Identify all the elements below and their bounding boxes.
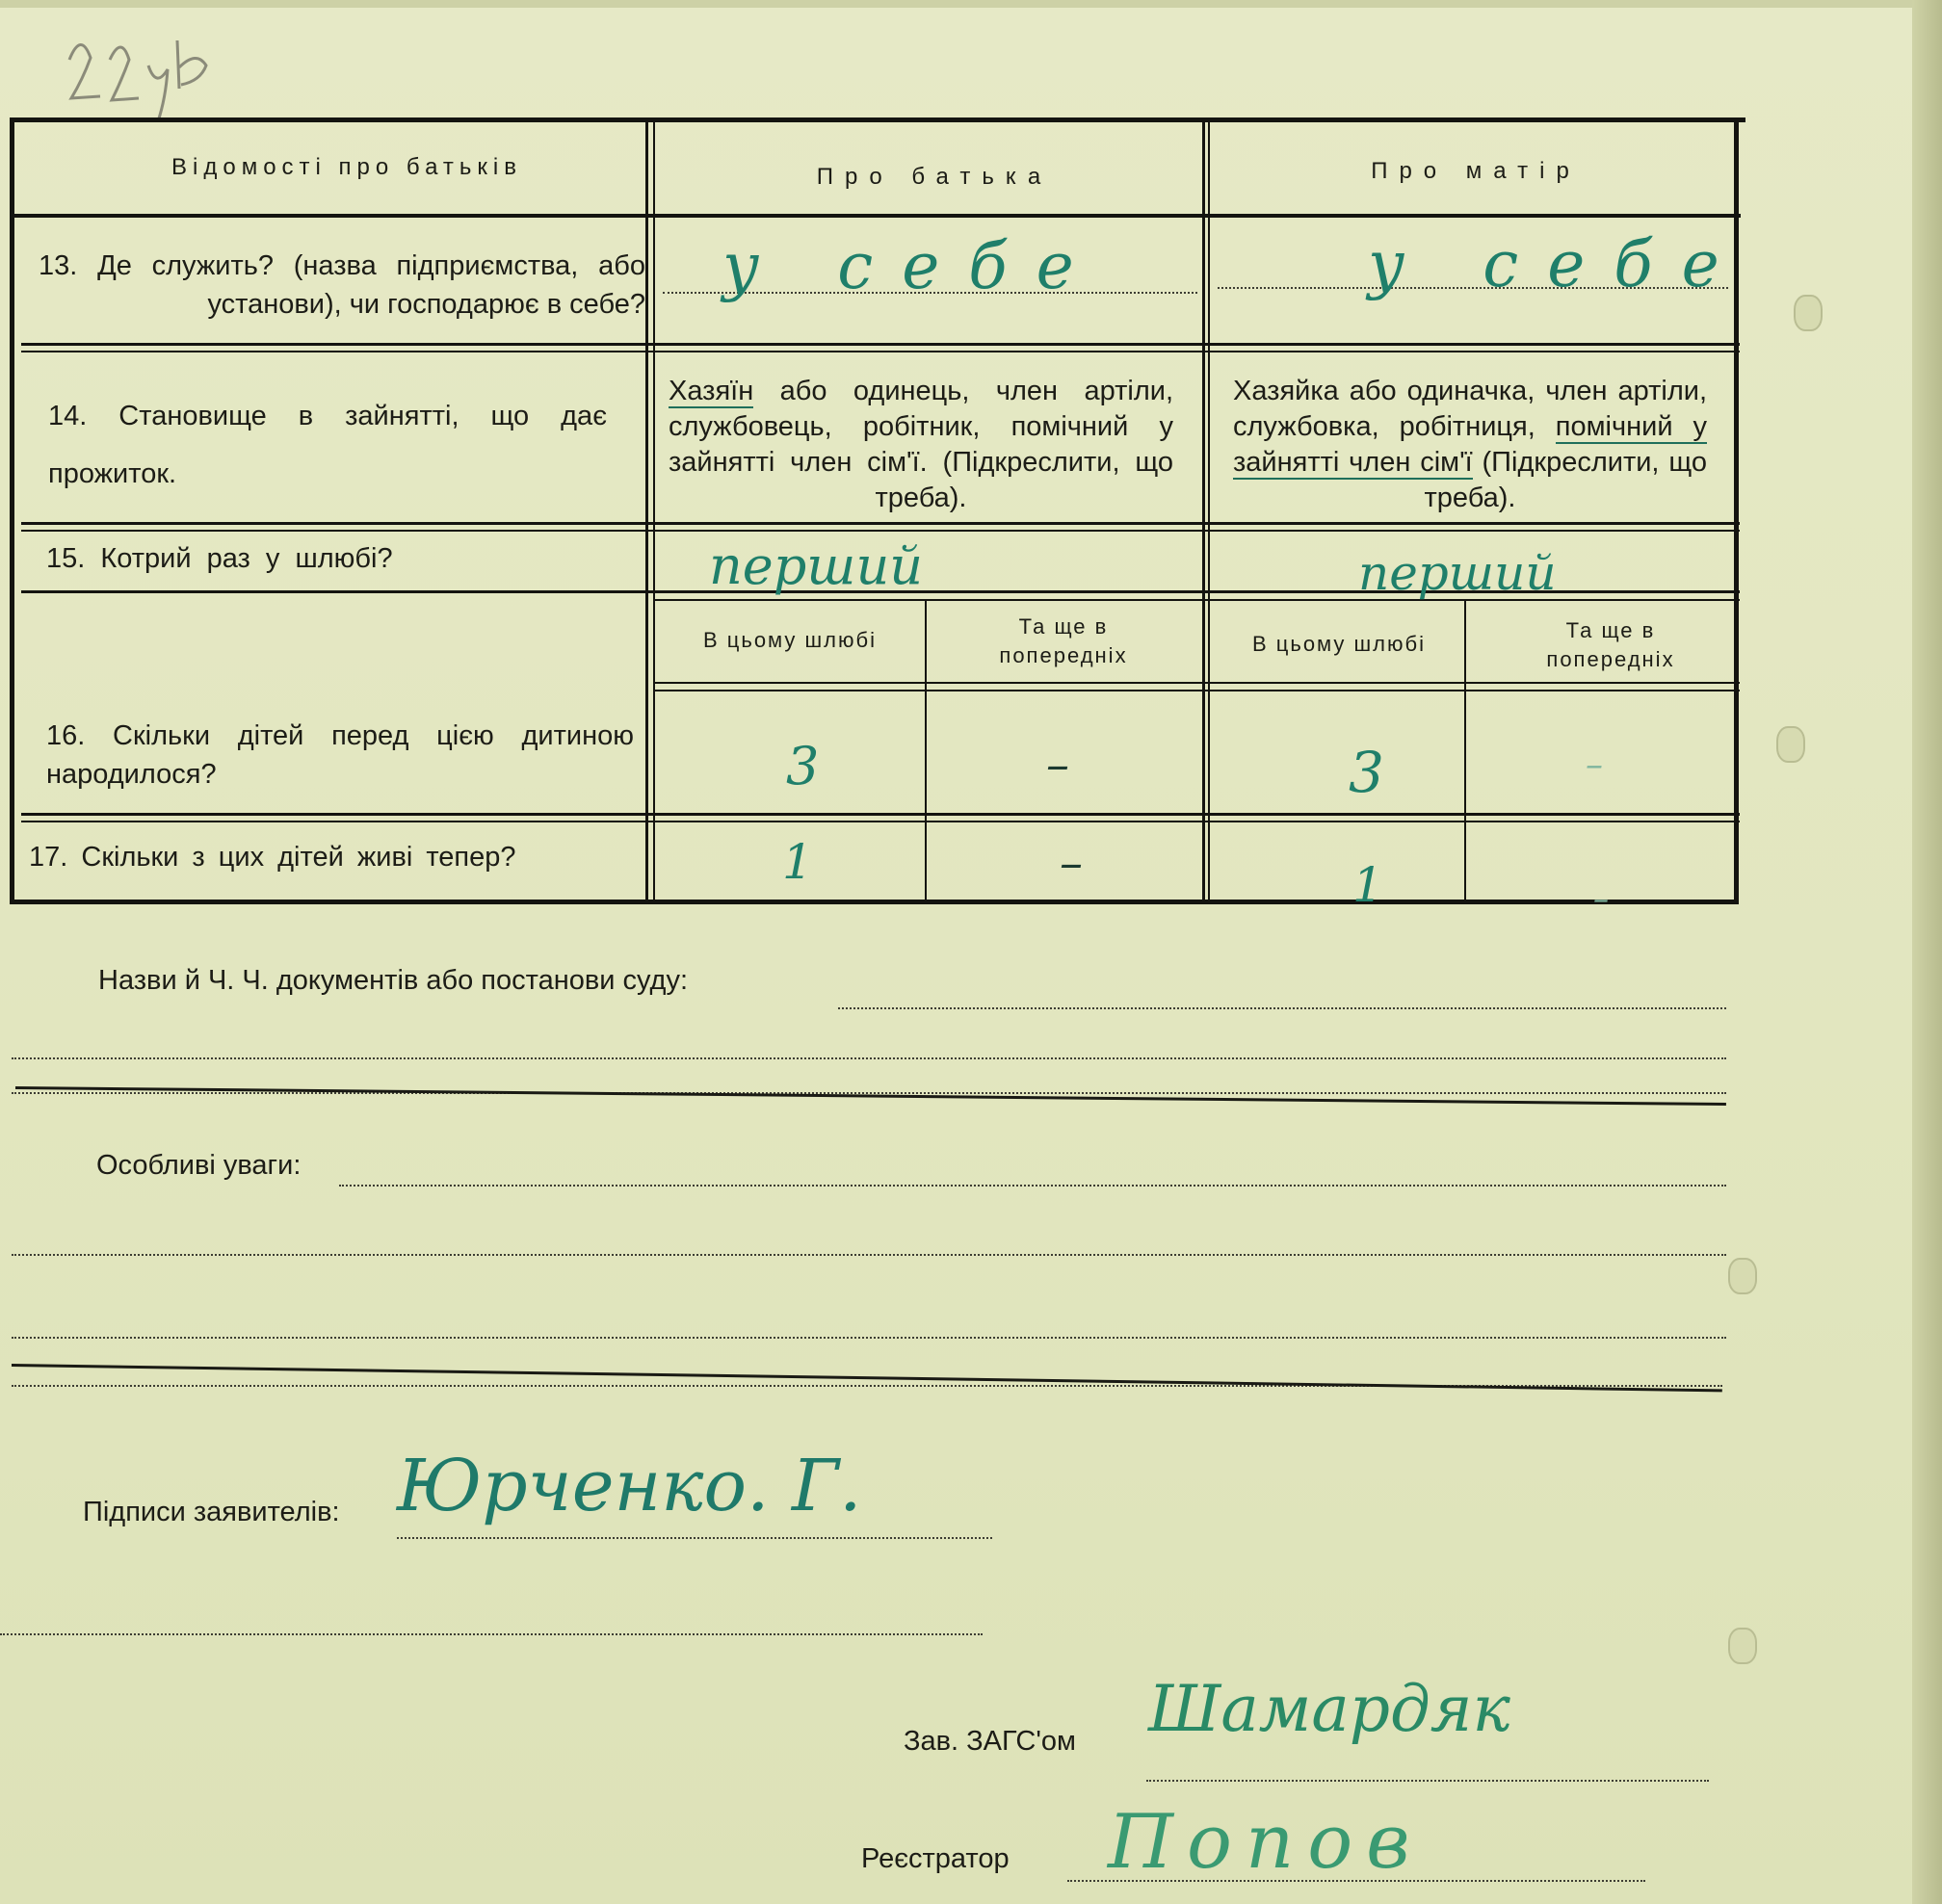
signatures-label: Підписи заявителів: (83, 1497, 340, 1527)
row14-bottom-border-2 (21, 530, 1740, 532)
row14-mother-options (1233, 374, 1707, 516)
archive-number-mark (62, 21, 225, 127)
header-about-father: Про батька (816, 164, 1053, 190)
header-parents-info: Відомості про батьків (171, 154, 522, 180)
signature-line-2 (0, 1633, 983, 1635)
row16-subheader-bottom-border (655, 682, 1740, 684)
row16-mother-this-marriage-header: В цьому шлюбі (1251, 632, 1427, 656)
row14-bottom-border (21, 522, 1740, 525)
table-left-border (10, 117, 14, 904)
row15-question: 15. Котрий раз у шлюбі? (46, 543, 393, 574)
table-col1-divider (645, 120, 648, 902)
row14-mother-options-text: Хазяйка або одиначка, член артіли, службовка, робітниця, (1233, 376, 1707, 442)
row16-father-this-marriage-header: В цьому шлюбі (702, 628, 878, 652)
row14-father-options (669, 374, 1173, 516)
row15-bottom-border-2 (655, 599, 1740, 601)
row13-bottom-border (21, 343, 1740, 346)
row16-mother-previous-header: Та ще в попередніх (1546, 618, 1675, 671)
row13-mother-answer: у себе (1368, 227, 1748, 301)
row17-mother-this-value: 1 (1352, 857, 1383, 913)
row17-father-this-value: 1 (782, 834, 813, 890)
punch-hole (1728, 1258, 1757, 1294)
registrar-line (1067, 1880, 1645, 1882)
applicant-signature: Юрченко. Г. (397, 1445, 862, 1527)
signature-line-1 (397, 1537, 992, 1539)
table-mother-subdivider (1464, 599, 1466, 900)
registrar-signature: Попов (1108, 1799, 1424, 1886)
zags-head-signature: Шамардяк (1148, 1672, 1510, 1746)
remarks-line-2 (12, 1254, 1726, 1256)
remarks-label: Особливі уваги: (96, 1150, 302, 1181)
row16-question: 16. Скільки дітей перед цією дитиною народилося? (46, 720, 634, 790)
row15-mother-answer: перший (1358, 545, 1557, 601)
table-father-subdivider (925, 599, 927, 900)
page-top-edge (0, 0, 1942, 8)
row13-question: 13. Де служить? (назва підприємства, або установи), чи господарює в себе? (39, 250, 645, 320)
table-col1-divider-2 (653, 120, 655, 902)
documents-line-2 (12, 1057, 1726, 1059)
remarks-line-1 (339, 1185, 1726, 1187)
page-right-edge (1912, 0, 1942, 1904)
row17-father-prev-value: – (1060, 836, 1083, 890)
documents-label: Назви й Ч. Ч. документів або постанови суду: (98, 965, 689, 996)
row16-subheader-bottom-border-2 (655, 690, 1740, 691)
punch-hole (1776, 726, 1805, 763)
row16-father-previous-header: Та ще в попередніх (999, 614, 1128, 667)
table-col2-divider-2 (1208, 120, 1210, 902)
punch-hole (1728, 1628, 1757, 1664)
table-header-bottom-border (12, 214, 1741, 218)
table-bottom-border (10, 900, 1734, 904)
row15-father-answer: перший (709, 535, 924, 596)
row16-mother-this-value: 3 (1349, 740, 1384, 805)
table-top-border (12, 117, 1745, 122)
registrar-label: Реєстратор (861, 1843, 1010, 1874)
zags-head-label: Зав. ЗАГС'ом (904, 1726, 1076, 1757)
row14-mother-helper-underlined: помічний у зайнятті член сім'ї (1233, 411, 1707, 478)
remarks-separator (12, 1364, 1722, 1392)
punch-hole (1794, 295, 1823, 331)
header-about-mother: Про матір (1371, 158, 1581, 184)
remarks-line-3 (12, 1337, 1726, 1339)
row16-mother-prev-value: – (1586, 745, 1603, 785)
row13-father-answer: у себе (722, 229, 1103, 303)
row13-bottom-border-2 (21, 351, 1740, 352)
row14-mother-note: (Підкреслити, що треба). (1424, 447, 1707, 513)
row14-father-note: (Підкреслити, що треба). (875, 447, 1173, 513)
row17-question: 17. Скільки з цих дітей живі тепер? (29, 842, 516, 873)
zags-head-line (1146, 1780, 1709, 1782)
documents-separator (15, 1086, 1726, 1106)
documents-line-1 (838, 1007, 1726, 1009)
row17-mother-prev-value: – (1593, 880, 1609, 917)
row16-bottom-border-2 (21, 821, 1740, 822)
table-col2-divider (1202, 120, 1205, 902)
row16-bottom-border (21, 813, 1740, 816)
row14-father-owner-underlined: Хазяїн (669, 376, 754, 406)
row14-question: 14. Становище в зайнятті, що дає прожиток. (48, 401, 607, 489)
row16-father-prev-value: – (1046, 738, 1069, 792)
row14-father-options-text: або одинець, член артіли, службовець, робітник, помічний у зайнятті член сім'ї. (669, 376, 1173, 478)
row16-father-this-value: 3 (786, 736, 820, 796)
